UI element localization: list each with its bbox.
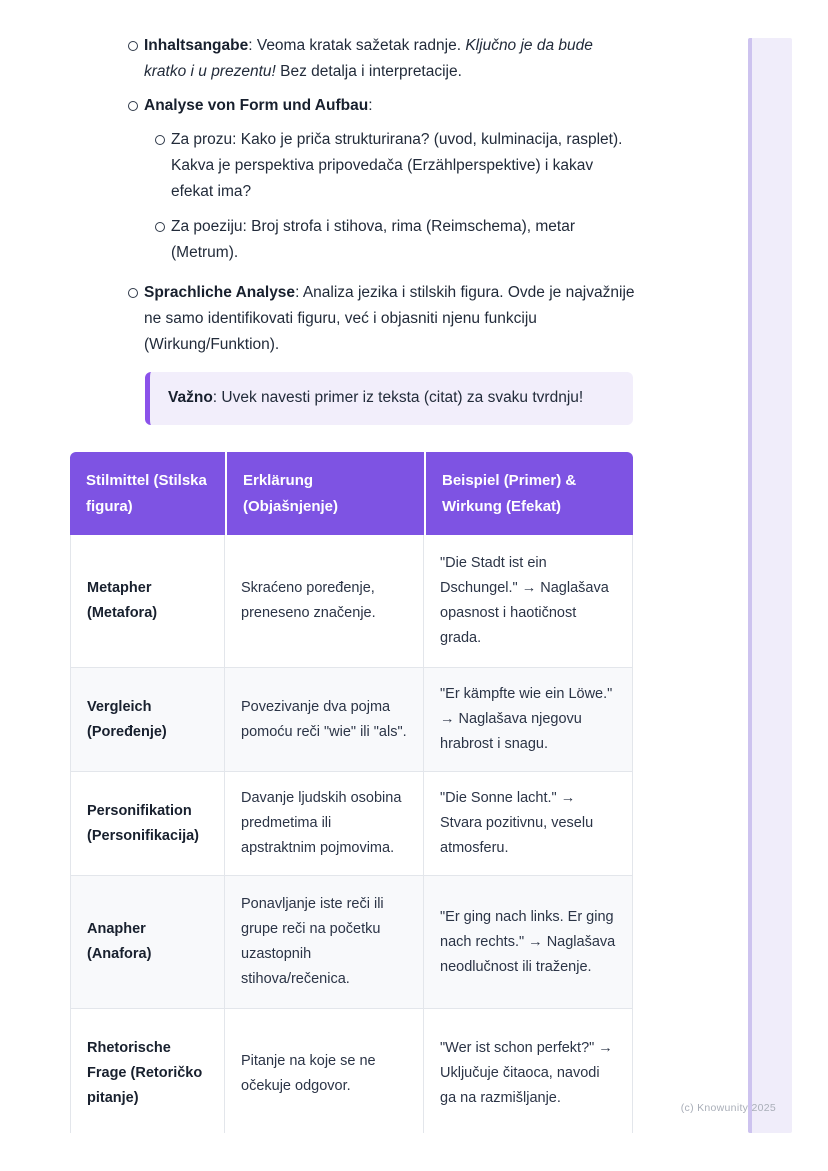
cell-name: Metapher (Metafora)	[70, 535, 225, 668]
column-header-erklaerung: Erklärung (Objašnjenje)	[227, 452, 424, 535]
list-item-text: Za poeziju: Broj strofa i stihova, rima (Reimschema), metar (Metrum).	[171, 218, 575, 261]
text-run: :	[368, 97, 373, 114]
bullet-icon	[128, 101, 138, 111]
text-run: Bez detalja i interpretacije.	[275, 63, 462, 80]
bullet-icon	[155, 222, 165, 232]
list-item-text: Za prozu: Kako je priča strukturirana? (uvod, kulminacija, rasplet). Kakva je perspektiva pripovedača (Erzählperspektive) i kakav efekat ima?	[171, 131, 623, 200]
cell-name: Personifikation (Personifikacija)	[70, 772, 225, 876]
list-item-analyse-form	[128, 93, 636, 119]
bullet-icon	[155, 135, 165, 145]
list-item-za-prozu	[128, 127, 636, 205]
callout-term: Važno	[168, 389, 213, 406]
bullet-list	[128, 33, 636, 366]
copyright-watermark: (c) Knowunity 2025	[680, 1102, 776, 1114]
table-row	[70, 1009, 633, 1133]
list-item-sprachliche-analyse	[128, 280, 636, 358]
cell-name: Vergleich (Poređenje)	[70, 668, 225, 772]
important-callout	[145, 372, 633, 425]
table-header-row	[70, 452, 633, 535]
list-item-inhaltsangabe	[128, 33, 636, 85]
term-bold: Sprachliche Analyse	[144, 284, 296, 301]
callout-text: : Uvek navesti primer iz teksta (citat) za svaku tvrdnju!	[212, 389, 584, 406]
term-bold: Analyse von Form und Aufbau	[144, 97, 369, 114]
cell-explanation: Skraćeno poređenje, preneseno značenje.	[225, 535, 424, 668]
cell-example: "Die Stadt ist ein Dschungel." → Naglašava opasnost i haotičnost grada.	[424, 535, 633, 668]
cell-name: Rhetorische Frage (Retoričko pitanje)	[70, 1009, 225, 1133]
page-edge-strip	[748, 38, 792, 1133]
cell-explanation: Pitanje na koje se ne očekuje odgovor.	[225, 1009, 424, 1133]
stilmittel-table	[70, 452, 633, 1133]
column-header-stilmittel: Stilmittel (Stilska figura)	[70, 452, 225, 535]
list-item-text	[144, 280, 636, 358]
text-run: : Veoma kratak sažetak radnje.	[248, 37, 466, 54]
list-item-za-poeziju	[128, 214, 636, 266]
table-row	[70, 668, 633, 772]
cell-explanation: Povezivanje dva pojma pomoću reči "wie" ili "als".	[225, 668, 424, 772]
table-row	[70, 535, 633, 668]
cell-name: Anapher (Anafora)	[70, 876, 225, 1009]
bullet-icon	[128, 41, 138, 51]
list-item-text	[144, 93, 636, 119]
cell-explanation: Ponavljanje iste reči ili grupe reči na početku uzastopnih stihova/rečenica.	[225, 876, 424, 1009]
list-item-text	[144, 33, 636, 85]
table-row	[70, 772, 633, 876]
table-row	[70, 876, 633, 1009]
column-header-beispiel: Beispiel (Primer) & Wirkung (Efekat)	[426, 452, 633, 535]
term-bold: Inhaltsangabe	[144, 37, 249, 54]
text-run: : Analiza jezika i stilskih figura. Ovde je najvažnije ne samo identifikovati figuru, već i objasniti njenu funkciju (Wirkung/Funktion).	[144, 284, 635, 353]
cell-explanation: Davanje ljudskih osobina predmetima ili apstraktnim pojmovima.	[225, 772, 424, 876]
cell-example: "Er kämpfte wie ein Löwe." → Naglašava njegovu hrabrost i snagu.	[424, 668, 633, 772]
cell-example: "Die Sonne lacht." → Stvara pozitivnu, veselu atmosferu.	[424, 772, 633, 876]
cell-example: "Er ging nach links. Er ging nach rechts." → Naglašava neodlučnost ili traženje.	[424, 876, 633, 1009]
text-italic: Ključno je da bude kratko i u prezentu!	[144, 37, 593, 80]
cell-example: "Wer ist schon perfekt?" → Uključuje čitaoca, navodi ga na razmišljanje.	[424, 1009, 633, 1133]
bullet-icon	[128, 288, 138, 298]
